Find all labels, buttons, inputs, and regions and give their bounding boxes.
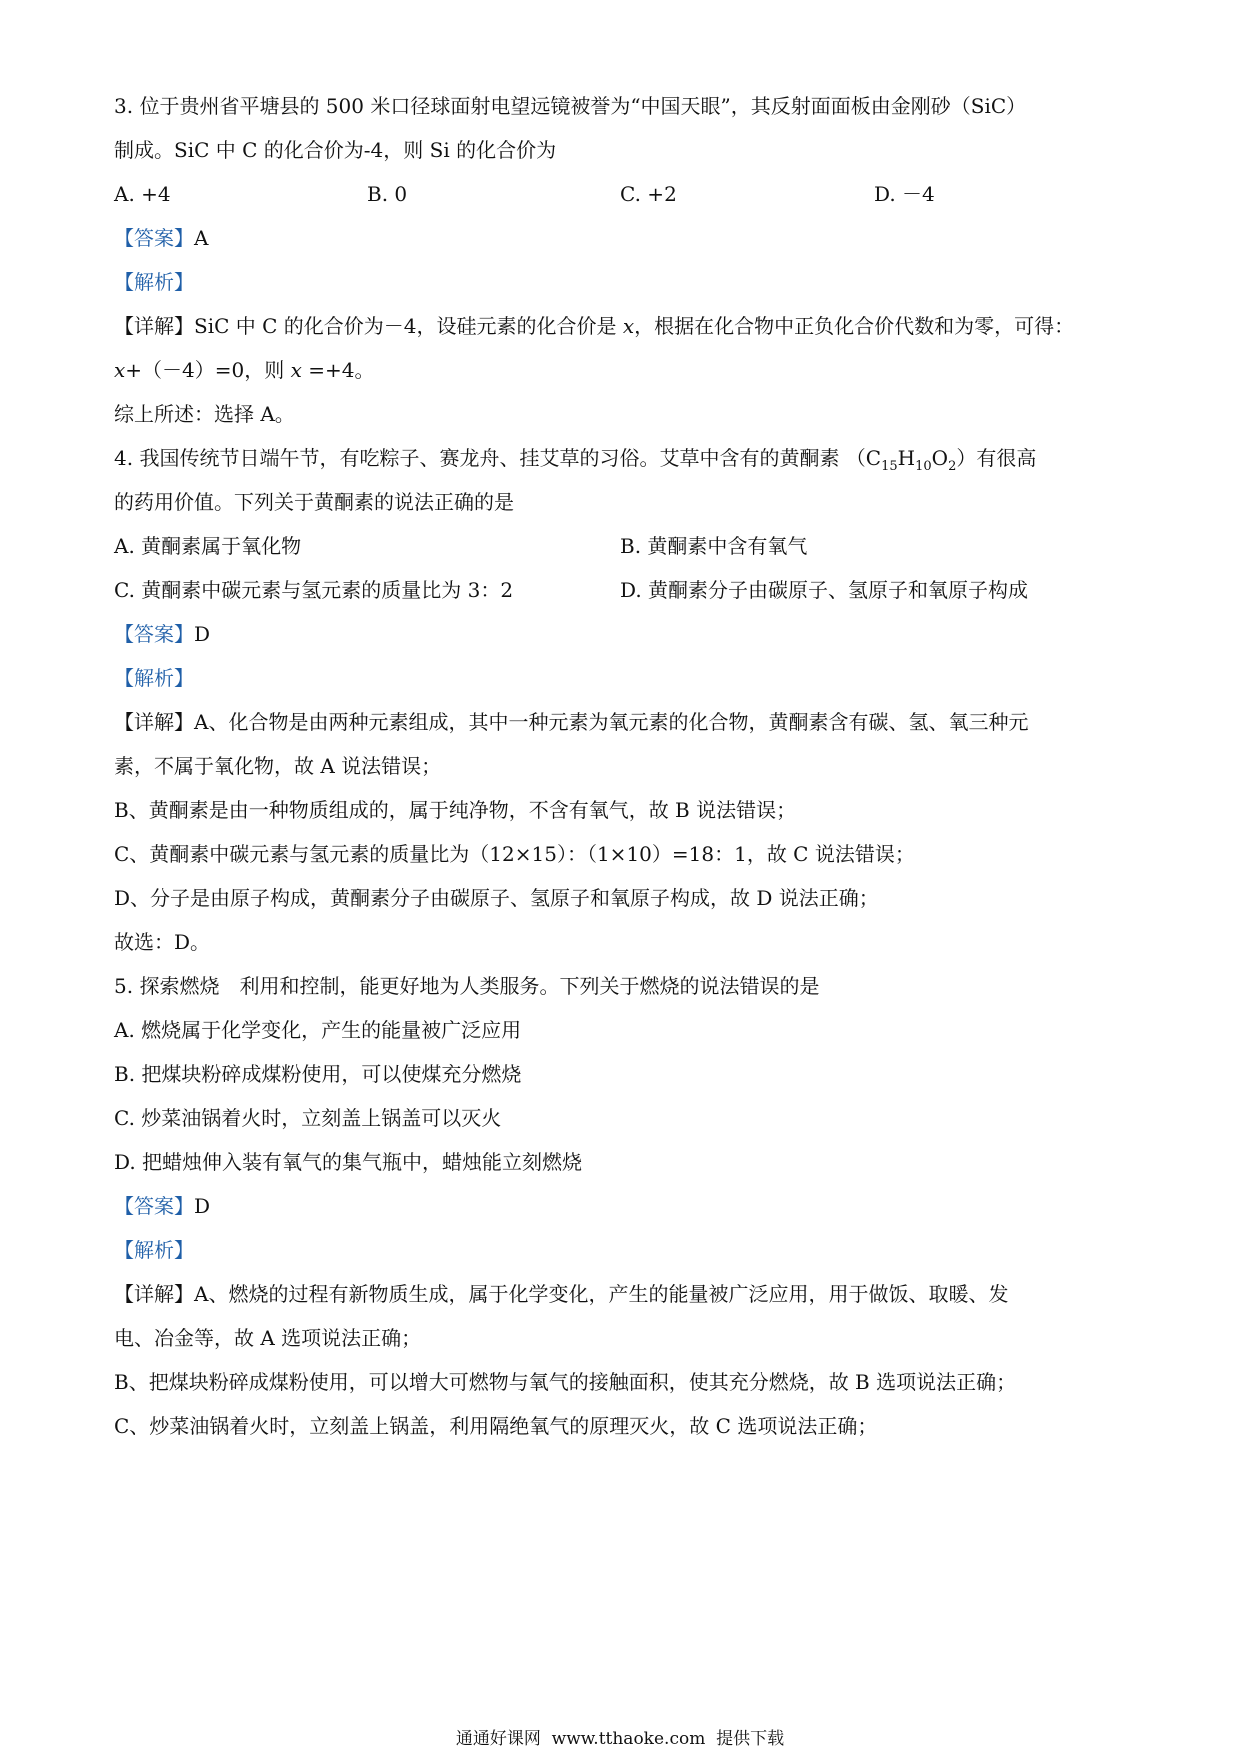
- page-footer: [0, 1728, 1240, 1750]
- q5-option-c: C. 炒菜油锅着火时，立刻盖上锅盖可以灭火: [114, 1106, 502, 1130]
- variable-x: x: [622, 314, 635, 338]
- variable-x: x: [114, 358, 126, 382]
- answer-tag: 【答案】: [114, 622, 194, 646]
- q5-option-a: A. 燃烧属于化学变化，产生的能量被广泛应用: [114, 1018, 522, 1042]
- detail-tag: 【详解】: [114, 314, 194, 338]
- q4-option-b: B. 黄酮素中含有氧气: [620, 534, 808, 558]
- q3-stem-line2: 制成。SiC 中 C 的化合价为-4，则 Si 的化合价为: [114, 138, 557, 162]
- q4-stem-line1: [114, 444, 1036, 472]
- detail-text: A、化合物是由两种元素组成，其中一种元素为氧元素的化合物，黄酮素含有碳、氢、氧三种元: [194, 710, 1029, 734]
- q3-option-b: B. 0: [367, 182, 408, 206]
- answer-value: D: [194, 622, 211, 646]
- q4-detail-line3: B、黄酮素是由一种物质组成的，属于纯净物，不含有氧气，故 B 说法错误；: [114, 798, 797, 822]
- q5-option-d: D. 把蜡烛伸入装有氧气的集气瓶中，蜡烛能立刻燃烧: [114, 1150, 583, 1174]
- q3-stem-line1: 3. 位于贵州省平塘县的 500 米口径球面射电望远镜被誉为“中国天眼”，其反射面面板由金刚砂（SiC）: [114, 94, 1027, 118]
- q3-detail-line2: [114, 356, 375, 384]
- detail-text: SiC 中 C 的化合价为－4，设硅元素的化合价是: [194, 314, 623, 338]
- stem-text: 4. 我国传统节日端午节，有吃粽子、赛龙舟、挂艾草的习俗。艾草中含有的黄酮素 （C: [114, 446, 882, 470]
- q3-option-d: D. －4: [874, 182, 935, 206]
- q5-detail-line1: [114, 1280, 1008, 1308]
- footer-note: 提供下载: [716, 1729, 785, 1749]
- subscript: 2: [948, 459, 957, 474]
- detail-tag: 【详解】: [114, 710, 194, 734]
- answer-tag: 【答案】: [114, 226, 194, 250]
- analysis-tag: 【解析】: [114, 1238, 194, 1262]
- q4-option-a: A. 黄酮素属于氧化物: [114, 534, 302, 558]
- analysis-tag: 【解析】: [114, 666, 194, 690]
- detail-text: A、燃烧的过程有新物质生成，属于化学变化，产生的能量被广泛应用，用于做饭、取暖、发: [194, 1282, 1009, 1306]
- q5-analysis-tag: [114, 1236, 194, 1264]
- q3-detail-line1: [114, 312, 1074, 340]
- detail-text: =+4。: [301, 358, 375, 382]
- q5-detail-line2: 电、冶金等，故 A 选项说法正确；: [114, 1326, 422, 1350]
- footer-url[interactable]: www.tthaoke.com: [551, 1729, 706, 1749]
- q4-detail-line5: D、分子是由原子构成，黄酮素分子由碳原子、氢原子和氧原子构成，故 D 说法正确；: [114, 886, 879, 910]
- detail-tag: 【详解】: [114, 1282, 194, 1306]
- answer-value: D: [194, 1194, 211, 1218]
- q3-answer: [114, 224, 208, 252]
- q3-options: [114, 180, 1124, 208]
- detail-text: +（－4）=0，则: [125, 358, 291, 382]
- footer-site-name: 通通好课网: [455, 1729, 541, 1749]
- q4-detail-line1: [114, 708, 1028, 736]
- q3-option-c: C. +2: [620, 182, 677, 206]
- q3-option-a: A. +4: [114, 182, 171, 206]
- stem-text: ）有很高: [956, 446, 1037, 470]
- variable-x: x: [290, 358, 302, 382]
- q5-stem: 5. 探索燃烧 利用和控制，能更好地为人类服务。下列关于燃烧的说法错误的是: [114, 974, 820, 998]
- q4-analysis-tag: [114, 664, 194, 692]
- q5-option-b: B. 把煤块粉碎成煤粉使用，可以使煤充分燃烧: [114, 1062, 522, 1086]
- answer-tag: 【答案】: [114, 1194, 194, 1218]
- subscript: 15: [881, 459, 898, 474]
- q4-answer: [114, 620, 210, 648]
- subscript: 10: [915, 459, 932, 474]
- q4-option-d: D. 黄酮素分子由碳原子、氢原子和氧原子构成: [620, 578, 1029, 602]
- answer-value: A: [194, 226, 209, 250]
- q4-options-row1: [114, 532, 1124, 560]
- q5-detail-line3: B、把煤块粉碎成煤粉使用，可以增大可燃物与氧气的接触面积，使其充分燃烧，故 B 选项说法正确；: [114, 1370, 1017, 1394]
- detail-text: ，根据在化合物中正负化合价代数和为零，可得：: [634, 314, 1075, 338]
- q4-option-c: C. 黄酮素中碳元素与氢元素的质量比为 3：2: [114, 578, 514, 602]
- q5-detail-line4: C、炒菜油锅着火时，立刻盖上锅盖，利用隔绝氧气的原理灭火，故 C 选项说法正确；: [114, 1414, 878, 1438]
- q4-detail-line2: 素，不属于氧化物，故 A 说法错误；: [114, 754, 442, 778]
- q4-detail-line4: C、黄酮素中碳元素与氢元素的质量比为（12×15）：（1×10）=18：1，故 C 说法错误；: [114, 842, 915, 866]
- q5-answer: [114, 1192, 210, 1220]
- stem-text: H: [897, 446, 916, 470]
- analysis-tag: 【解析】: [114, 270, 194, 294]
- stem-text: O: [931, 446, 949, 470]
- q4-options-row2: [114, 576, 1124, 604]
- q4-conclusion: 故选：D。: [114, 930, 211, 954]
- q4-stem-line2: 的药用价值。下列关于黄酮素的说法正确的是: [114, 490, 514, 514]
- q3-summary: 综上所述：选择 A。: [114, 402, 295, 426]
- q3-analysis-tag: [114, 268, 194, 296]
